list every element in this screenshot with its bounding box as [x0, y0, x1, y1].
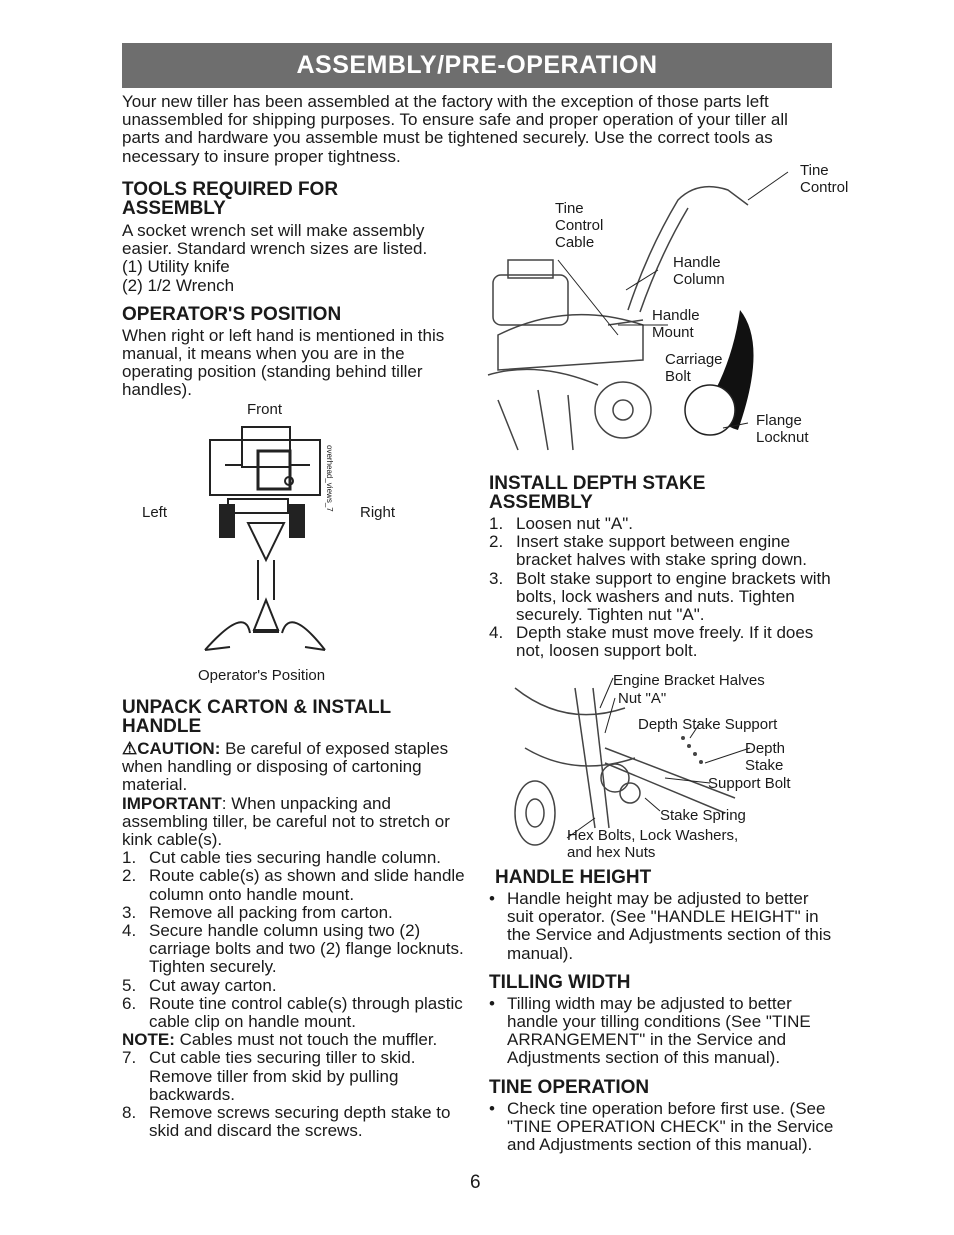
label-depth-stake: Depth Stake	[745, 740, 786, 774]
list-item: • Tilling width may be adjusted to better handle your tilling conditions (See "TINE ARRANGEMENT" in the Service and Adjustments section of this manual).	[489, 995, 834, 1068]
caution-label: CAUTION:	[137, 739, 221, 758]
tools-item: (1) Utility knife	[122, 257, 230, 277]
handle-height-text: Handle height may be adjusted to better suit operator. (See "HANDLE HEIGHT" in the Service and Adjustments section of this manual).	[507, 889, 832, 963]
figure-label-left: Left	[142, 504, 168, 521]
list-item: 1. Cut cable ties securing handle column.	[122, 848, 441, 868]
list-item: • Check tine operation before first use. (See "TINE OPERATION CHECK" in the Service and Adjustments section of this manual).	[489, 1098, 834, 1155]
depth-steps-list	[489, 515, 834, 661]
unpack-steps-list-continued	[122, 1049, 467, 1140]
note-label: NOTE:	[122, 1030, 175, 1050]
list-item: 5. Cut away carton.	[122, 975, 277, 995]
list-item: 2. Insert stake support between engine bracket halves with stake spring down.	[489, 532, 808, 570]
label-support-bolt: Support Bolt	[708, 775, 791, 792]
list-item: 3. Remove all packing from carton.	[122, 902, 393, 922]
list-item: 2. Route cable(s) as shown and slide handle column onto handle mount.	[122, 866, 465, 904]
label-handle-mount: Handle Mount	[652, 307, 700, 341]
intro-paragraph: Your new tiller has been assembled at the factory with the exception of those parts left unassembled for shipping purposes. To ensure safe and proper operation of your tiller all parts and hardware you assemble must be tightened securely. Use the correct tools as necessary to insure proper tightness.	[122, 92, 788, 166]
list-item: 7. Cut cable ties securing tiller to skid. Remove tiller from skid by pulling backwards.	[122, 1048, 416, 1104]
list-item: 1. Loosen nut "A".	[489, 514, 633, 533]
operator-position-figure	[130, 395, 420, 695]
operator-heading: OPERATOR'S POSITION	[122, 303, 342, 325]
label-flange-locknut: Flange Locknut	[756, 412, 809, 446]
label-handle-column: Handle Column	[673, 254, 725, 288]
figure-code: overhead_views_7	[325, 445, 334, 512]
figure-caption: Operator's Position	[198, 667, 326, 684]
label-tine-control-cable: Tine Control Cable	[555, 200, 604, 251]
handle-assembly-figure	[478, 160, 849, 470]
note-text: Cables must not touch the muffler.	[174, 1030, 438, 1050]
list-item: 4. Secure handle column using two (2) carriage bolts and two (2) flange locknuts. Tighten securely.	[122, 921, 464, 977]
label-hex-bolts: Hex Bolts, Lock Washers, and hex Nuts	[567, 827, 739, 861]
tilling-width-text: Tilling width may be adjusted to better handle your tilling conditions (See "TINE ARRANGEMENT" in the Service and Adjustments section of this manual).	[507, 993, 811, 1068]
depth-stake-figure	[505, 668, 825, 868]
label-tine-control: Tine Control	[800, 162, 849, 196]
tools-item: (2) 1/2 Wrench	[122, 275, 235, 295]
unpack-steps-list	[122, 849, 467, 1031]
label-depth-stake-support: Depth Stake Support	[638, 716, 778, 733]
label-engine-bracket-halves: Engine Bracket Halves	[613, 672, 765, 689]
page-title: ASSEMBLY/PRE-OPERATION	[122, 43, 832, 88]
depth-heading: INSTALL DEPTH STAKE ASSEMBLY	[489, 473, 706, 513]
tine-operation-heading: TINE OPERATION	[489, 1076, 650, 1098]
tilling-width-heading: TILLING WIDTH	[489, 971, 631, 993]
list-item: 8. Remove screws securing depth stake to skid and discard the screws.	[122, 1103, 451, 1141]
figure-label-right: Right	[360, 504, 396, 521]
important-text: : When unpacking and assembling tiller, be careful not to stretch or kink cable(s).	[122, 793, 450, 850]
important-label: IMPORTANT	[122, 793, 222, 813]
list-item: 3. Bolt stake support to engine brackets with bolts, lock washers and nuts. Tighten securely. Tighten nut "A".	[489, 568, 831, 625]
list-item: 4. Depth stake must move freely. If it does not, loosen support bolt.	[489, 623, 814, 661]
warning-icon: ⚠	[122, 739, 138, 758]
label-nut-a: Nut "A"	[618, 690, 667, 707]
unpack-section	[122, 698, 467, 1140]
handle-height-heading: HANDLE HEIGHT	[495, 867, 652, 888]
unpack-heading: UNPACK CARTON & INSTALL HANDLE	[122, 697, 391, 737]
figure-label-front: Front	[247, 401, 283, 418]
caution-text: Be careful of exposed staples when handling or disposing of cartoning material.	[122, 739, 449, 795]
label-stake-spring: Stake Spring	[660, 807, 746, 824]
operator-text: When right or left hand is mentioned in this manual, it means when you are in the operating position (standing behind tiller handles).	[122, 325, 445, 400]
page-number: 6	[470, 1172, 481, 1193]
list-item: • Handle height may be adjusted to better suit operator. (See "HANDLE HEIGHT" in the Service and Adjustments section of this manual).	[489, 890, 834, 963]
tiller-top-view-drawing	[130, 395, 420, 695]
list-item: 6. Route tine control cable(s) through plastic cable clip on handle mount.	[122, 993, 463, 1032]
adjustments-section	[489, 868, 834, 1154]
tools-section	[122, 180, 467, 400]
tools-heading: TOOLS REQUIRED FOR ASSEMBLY	[122, 179, 339, 219]
tine-operation-text: Check tine operation before first use. (See "TINE OPERATION CHECK" in the Service and Adjustments section of this manual).	[507, 1098, 834, 1155]
tools-text: A socket wrench set will make assembly easier. Standard wrench sizes are listed.	[122, 221, 428, 259]
label-carriage-bolt: Carriage Bolt	[665, 351, 723, 385]
depth-stake-section	[489, 474, 834, 661]
